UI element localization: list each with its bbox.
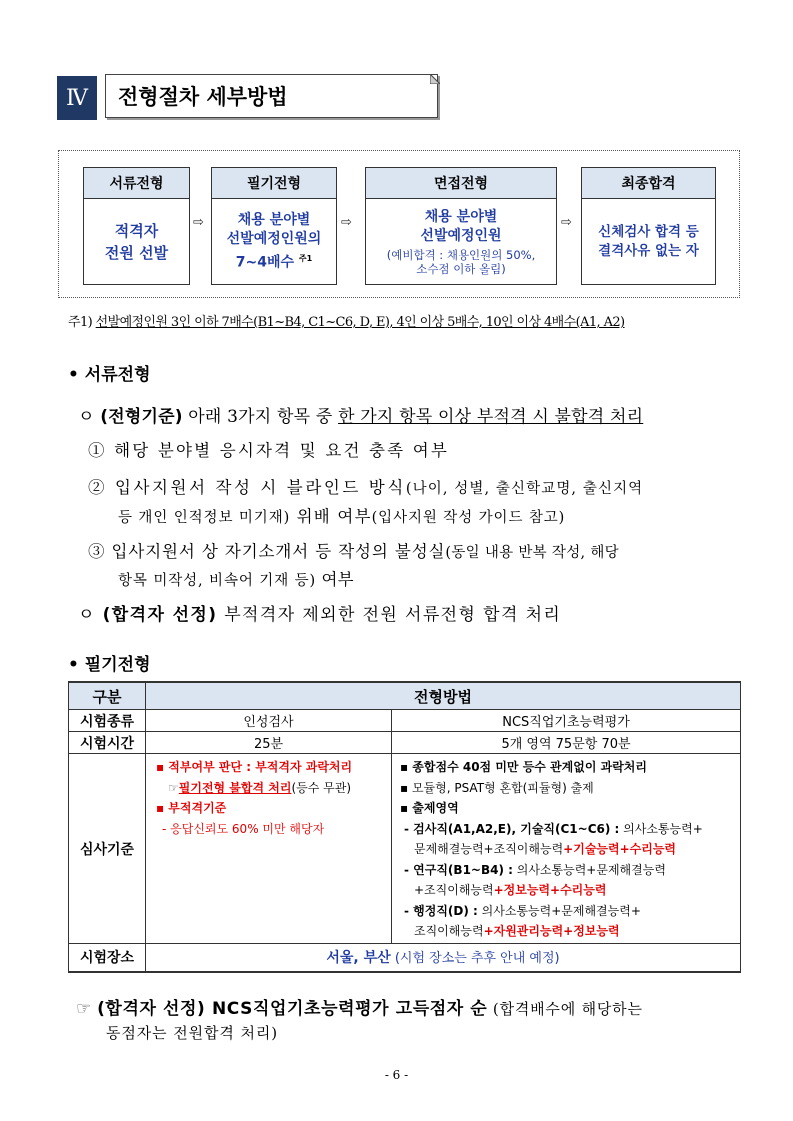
stage-title: 최종합격	[582, 168, 715, 199]
crit-line: ▪ 출제영역	[400, 801, 459, 815]
crit-line: +조직이해능력	[414, 883, 494, 897]
arrow-icon: ⇨	[193, 215, 204, 230]
crit-line: 필기전형 불합격 처리	[178, 780, 292, 795]
stage-title: 필기전형	[212, 168, 336, 199]
final-note: ☞ (합격자 선정) NCS직업기초능력평가 고득점자 순 (합격배수에 해당하는	[76, 999, 643, 1019]
crit-line: 의사소통능력+문제해결능력	[512, 862, 666, 877]
item-1: ① 해당 분야별 응시자격 및 요건 충족 여부	[88, 441, 450, 460]
crit-line: 조직이해능력	[414, 924, 484, 938]
section-title: 전형절차 세부방법	[105, 74, 438, 118]
crit-line: +정보능력+수리능력	[493, 883, 607, 897]
crit-line: - 응답신뢰도 60% 미만 해당자	[162, 821, 325, 836]
crit-line: 의사소통능력+문제해결능력+	[477, 903, 641, 918]
page-fold-icon	[430, 74, 440, 84]
heading-written: • 필기전형	[68, 655, 151, 675]
stage-body-line: 7~4배수	[235, 254, 295, 271]
stage-document	[83, 167, 190, 285]
footnote-prefix: 주1)	[68, 315, 93, 330]
cell: NCS직업기초능력평가	[392, 710, 741, 732]
item-2-cont: 등 개인 인적정보 미기재) 위배 여부(입사지원 작성 가이드 참고)	[118, 507, 566, 526]
row-label: 시험시간	[69, 732, 146, 754]
item-3-cont: 항목 미작성, 비속어 기재 등) 여부	[118, 570, 354, 589]
crit-line: ▪ 종합점수 40점 미만 등수 관계없이 과락처리	[400, 760, 647, 774]
page-number: - 6 -	[384, 1068, 409, 1082]
cell: 25분	[146, 732, 392, 754]
stage-interview	[365, 167, 557, 285]
stage-body-line: 전원 선발	[104, 244, 169, 262]
stage-body-line: 신체검사 합격 등	[598, 224, 699, 240]
crit-line: (등수 무관)	[291, 780, 351, 795]
arrow-icon: ⇨	[341, 215, 352, 230]
pointing-hand-icon: ☞	[168, 780, 179, 795]
final-note-cont: 동점자는 전원합격 처리)	[106, 1024, 278, 1042]
item-2: ② 입사지원서 작성 시 블라인드 방식(나이, 성별, 출신학교명, 출신지역	[88, 478, 644, 497]
crit-line: - 연구직(B1~B4) :	[404, 862, 513, 877]
item-3: ③ 입사지원서 상 자기소개서 등 작성의 불성실(동일 내용 반복 작성, 해당	[88, 542, 619, 561]
written-exam-table	[68, 681, 741, 973]
method-head: 전형방법	[146, 682, 741, 710]
left-criteria	[146, 754, 392, 944]
stage-title: 면접전형	[366, 168, 556, 199]
stage-body-line: 채용 분야별	[237, 212, 311, 229]
stage-body-line: 채용 분야별	[424, 209, 498, 225]
crit-line: +자원관리능력+정보능력	[483, 924, 620, 938]
crit-line: 문제해결능력+조직이해능력	[414, 842, 564, 856]
pass-line: ㅇ (합격자 선정) 부적격자 제외한 전원 서류전형 합격 처리	[78, 605, 562, 625]
row-label: 시험장소	[69, 944, 146, 972]
stage-title: 서류전형	[84, 168, 189, 199]
stage-sub-line: 소수점 이하 올림)	[416, 262, 506, 276]
crit-line: +기술능력+수리능력	[563, 842, 677, 856]
cell: 인성검사	[146, 710, 392, 732]
stage-body-line: 선발예정인원	[420, 228, 502, 244]
footnote-mark: 주1	[298, 254, 313, 264]
footnote	[68, 311, 625, 330]
stage-written	[211, 167, 337, 285]
crit-line: - 검사직(A1,A2,E), 기술직(C1~C6) :	[404, 821, 620, 836]
cell: 5개 영역 75문항 70분	[392, 732, 741, 754]
crit-line: 의사소통능력+	[619, 821, 703, 836]
right-criteria	[392, 754, 741, 944]
stage-final	[581, 167, 716, 285]
stage-body-line: 결격사유 없는 자	[598, 243, 699, 259]
row-label: 심사기준	[69, 754, 146, 944]
crit-line: ▪ 적부여부 판단 : 부적격자 과락처리	[156, 760, 353, 774]
arrow-icon: ⇨	[561, 215, 572, 230]
stage-sub-line: (예비합격 : 채용인원의 50%,	[386, 248, 536, 262]
stage-body-line: 적격자	[114, 222, 159, 240]
place-cell: 서울, 부산 (시험 장소는 추후 안내 예정)	[146, 944, 741, 972]
process-flow	[58, 150, 740, 298]
section-number: Ⅳ	[57, 76, 97, 120]
heading-doc-screening: • 서류전형	[68, 365, 151, 385]
col-head: 구분	[69, 682, 146, 710]
row-label: 시험종류	[69, 710, 146, 732]
crit-line: - 행정직(D) :	[404, 903, 478, 918]
criteria-line: ㅇ (전형기준) 아래 3가지 항목 중 한 가지 항목 이상 부적격 시 불합격 처리	[78, 407, 644, 427]
crit-line: ▪ 부적격기준	[156, 801, 227, 815]
pointing-hand-icon: ☞	[76, 999, 92, 1019]
stage-body-line: 선발예정인원의	[226, 231, 322, 248]
crit-line: ▪ 모듈형, PSAT형 혼합(피듈형) 출제	[400, 780, 594, 795]
footnote-text: 선발예정인원 3인 이하 7배수(B1~B4, C1~C6, D, E), 4인 이상 5배수, 10인 이상 4배수(A1, A2)	[95, 315, 625, 330]
